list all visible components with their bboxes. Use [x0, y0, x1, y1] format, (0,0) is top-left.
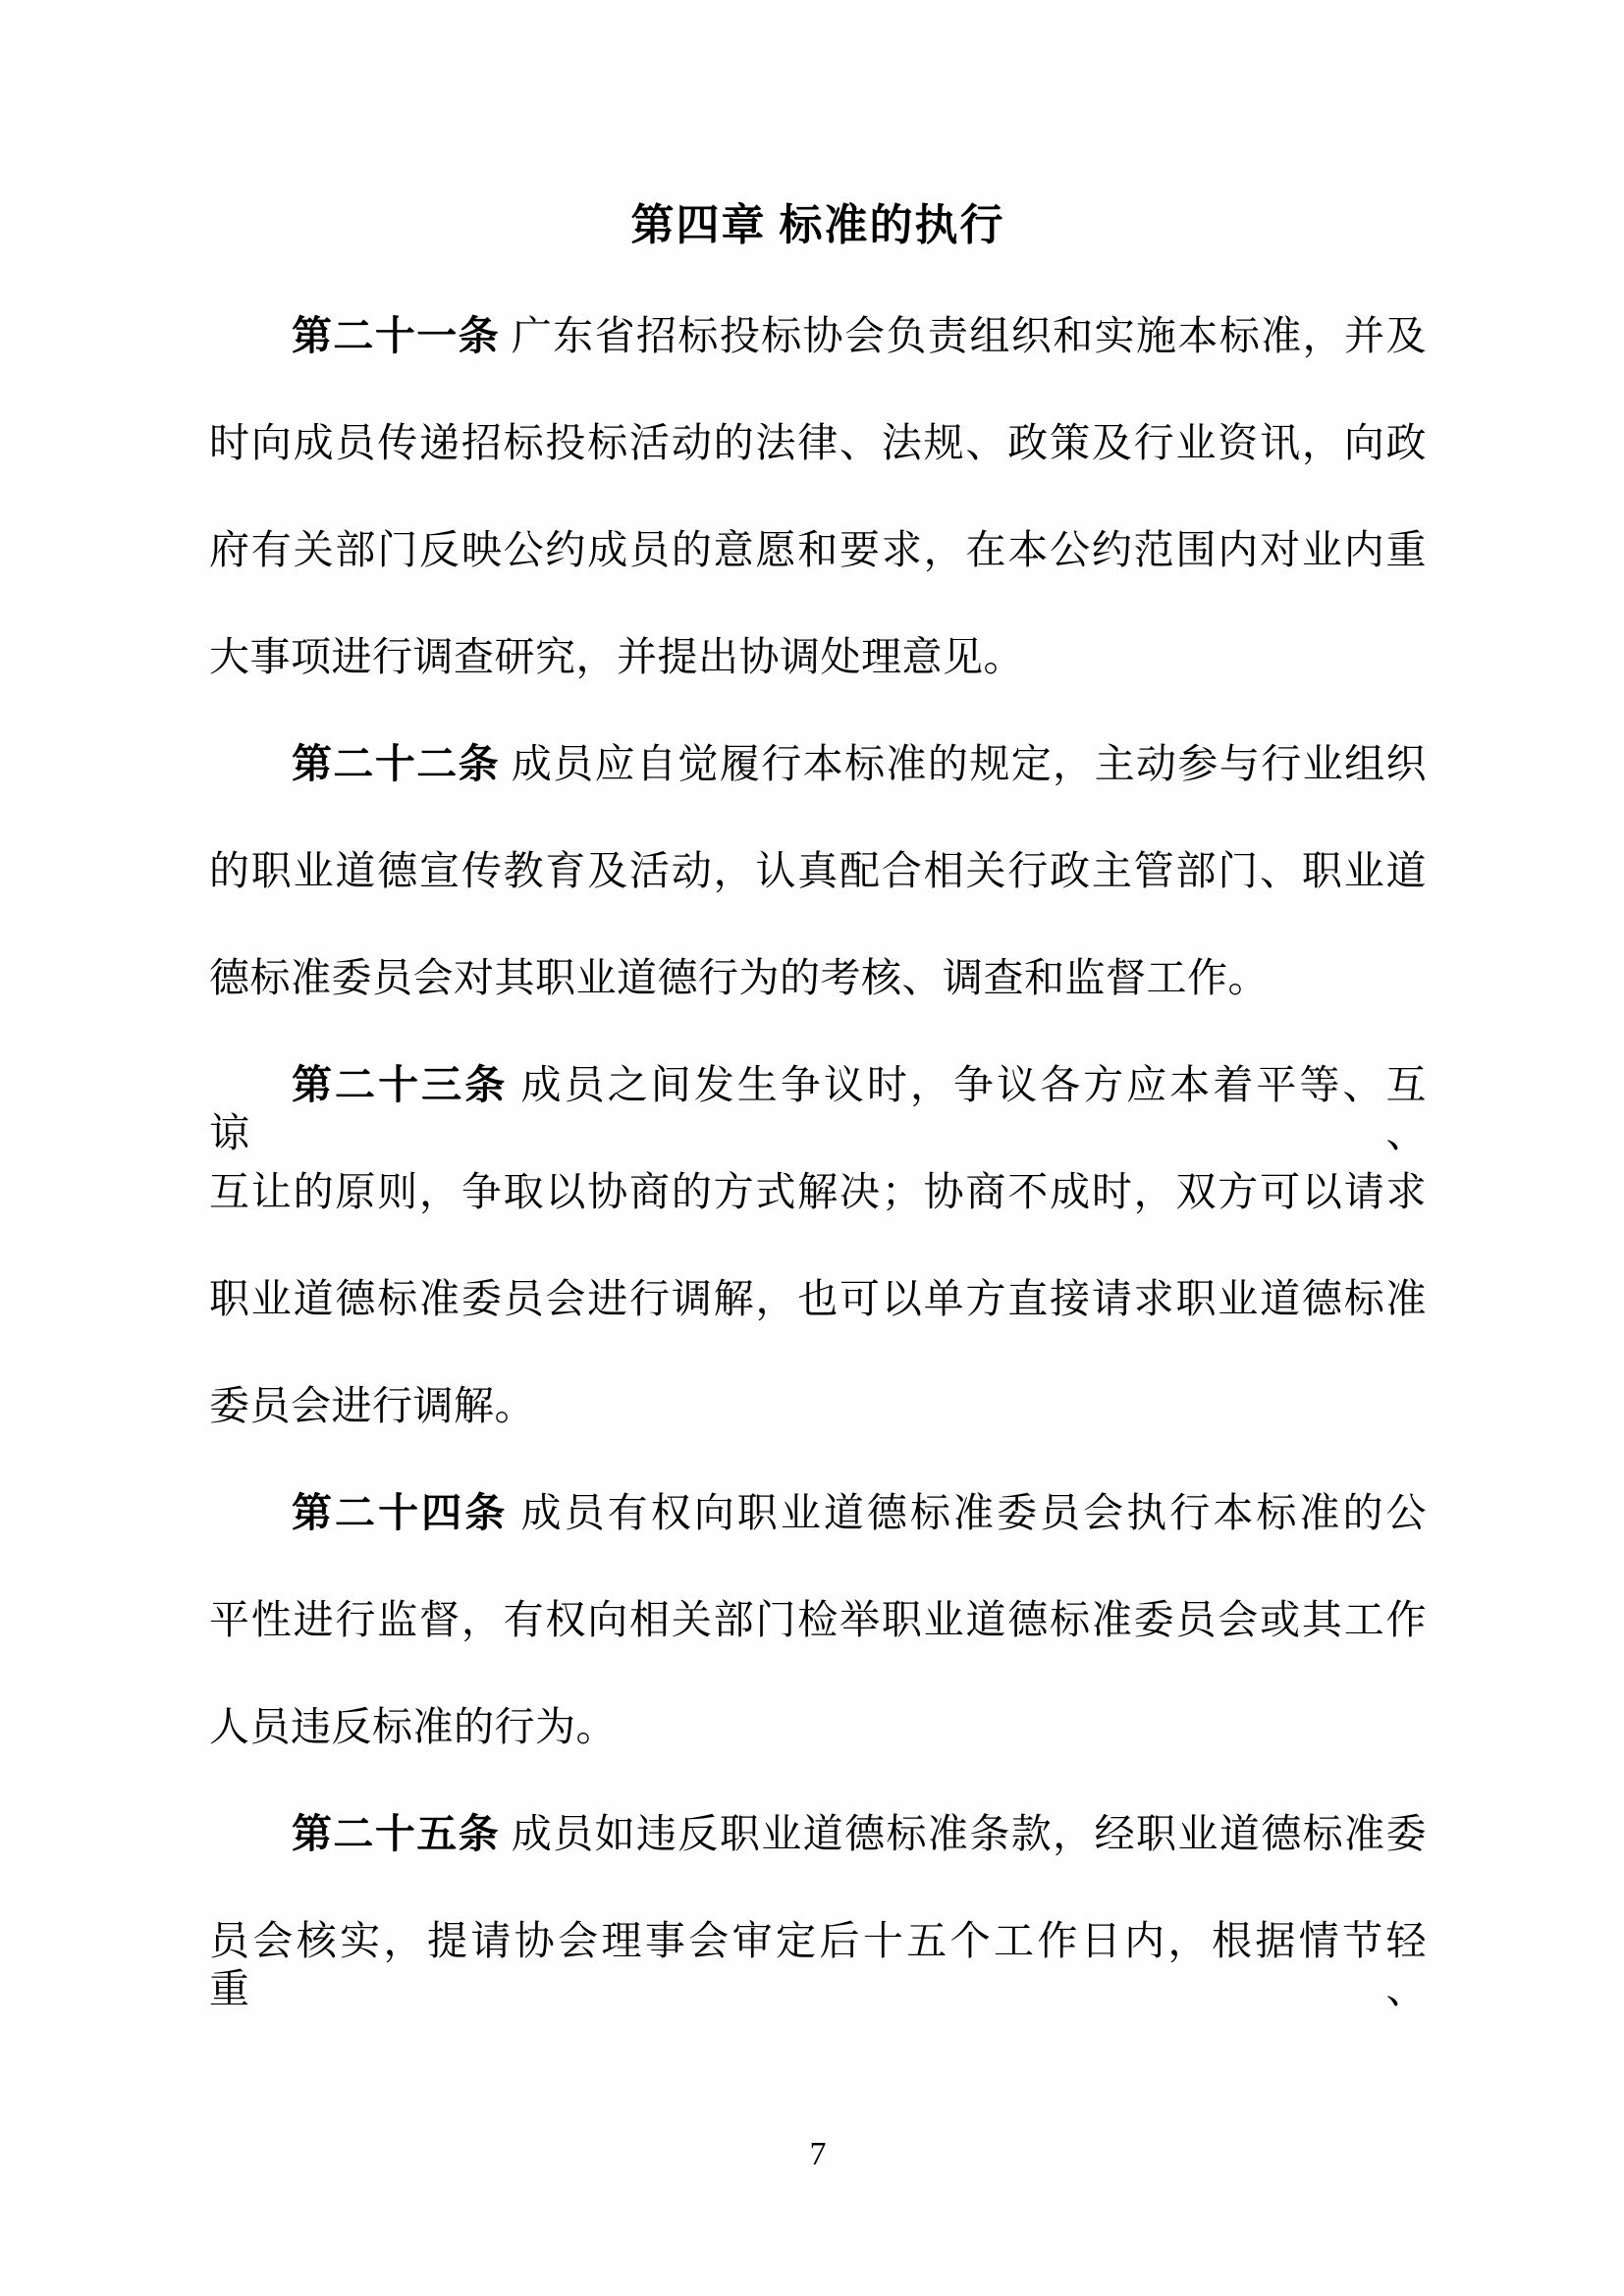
article-number: 第二十二条 [292, 741, 501, 786]
text-line: 委员会进行调解。 [209, 1383, 535, 1428]
text-line: 平性进行监督，有权向相关部门检举职业道德标准委员会或其工作 [209, 1597, 1427, 1642]
text-line: 第二十三条 成员之间发生争议时，争议各方应本着平等、互谅、 [209, 1062, 1428, 1156]
text-line: 德标准委员会对其职业道德行为的考核、调查和监督工作。 [209, 955, 1269, 1000]
text-line: 第二十二条 成员应自觉履行本标准的规定，主动参与行业组织 [292, 741, 1428, 786]
text-line: 互让的原则，争取以协商的方式解决；协商不成时，双方可以请求 [209, 1169, 1427, 1214]
text-line: 的职业道德宣传教育及活动，认真配合相关行政主管部门、职业道 [209, 848, 1427, 893]
text-line: 人员违反标准的行为。 [209, 1704, 617, 1749]
text-line: 第二十四条 成员有权向职业道德标准委员会执行本标准的公 [292, 1490, 1428, 1535]
article-number: 第二十一条 [292, 313, 501, 358]
text-line: 第二十五条 成员如违反职业道德标准条款，经职业道德标准委 [292, 1811, 1428, 1856]
text-line: 大事项进行调查研究，并提出协调处理意见。 [209, 634, 1024, 679]
text-line: 时向成员传递招标投标活动的法律、法规、政策及行业资讯，向政 [209, 420, 1427, 465]
text-line: 府有关部门反映公约成员的意愿和要求，在本公约范围内对业内重 [209, 527, 1427, 572]
text-line: 职业道德标准委员会进行调解，也可以单方直接请求职业道德标准 [209, 1276, 1427, 1321]
chapter-title: 第四章 标准的执行 [630, 201, 1005, 249]
article-number: 第二十三条 [292, 1062, 509, 1107]
text-line: 员会核实，提请协会理事会审定后十五个工作日内，根据情节轻重、 [209, 1918, 1427, 2012]
document-body [209, 312, 1427, 2024]
article-number: 第二十五条 [292, 1811, 501, 1856]
text-line: 第二十一条 广东省招标投标协会负责组织和实施本标准，并及 [292, 313, 1428, 358]
article-number: 第二十四条 [292, 1490, 509, 1535]
page-number: 7 [809, 2136, 827, 2172]
